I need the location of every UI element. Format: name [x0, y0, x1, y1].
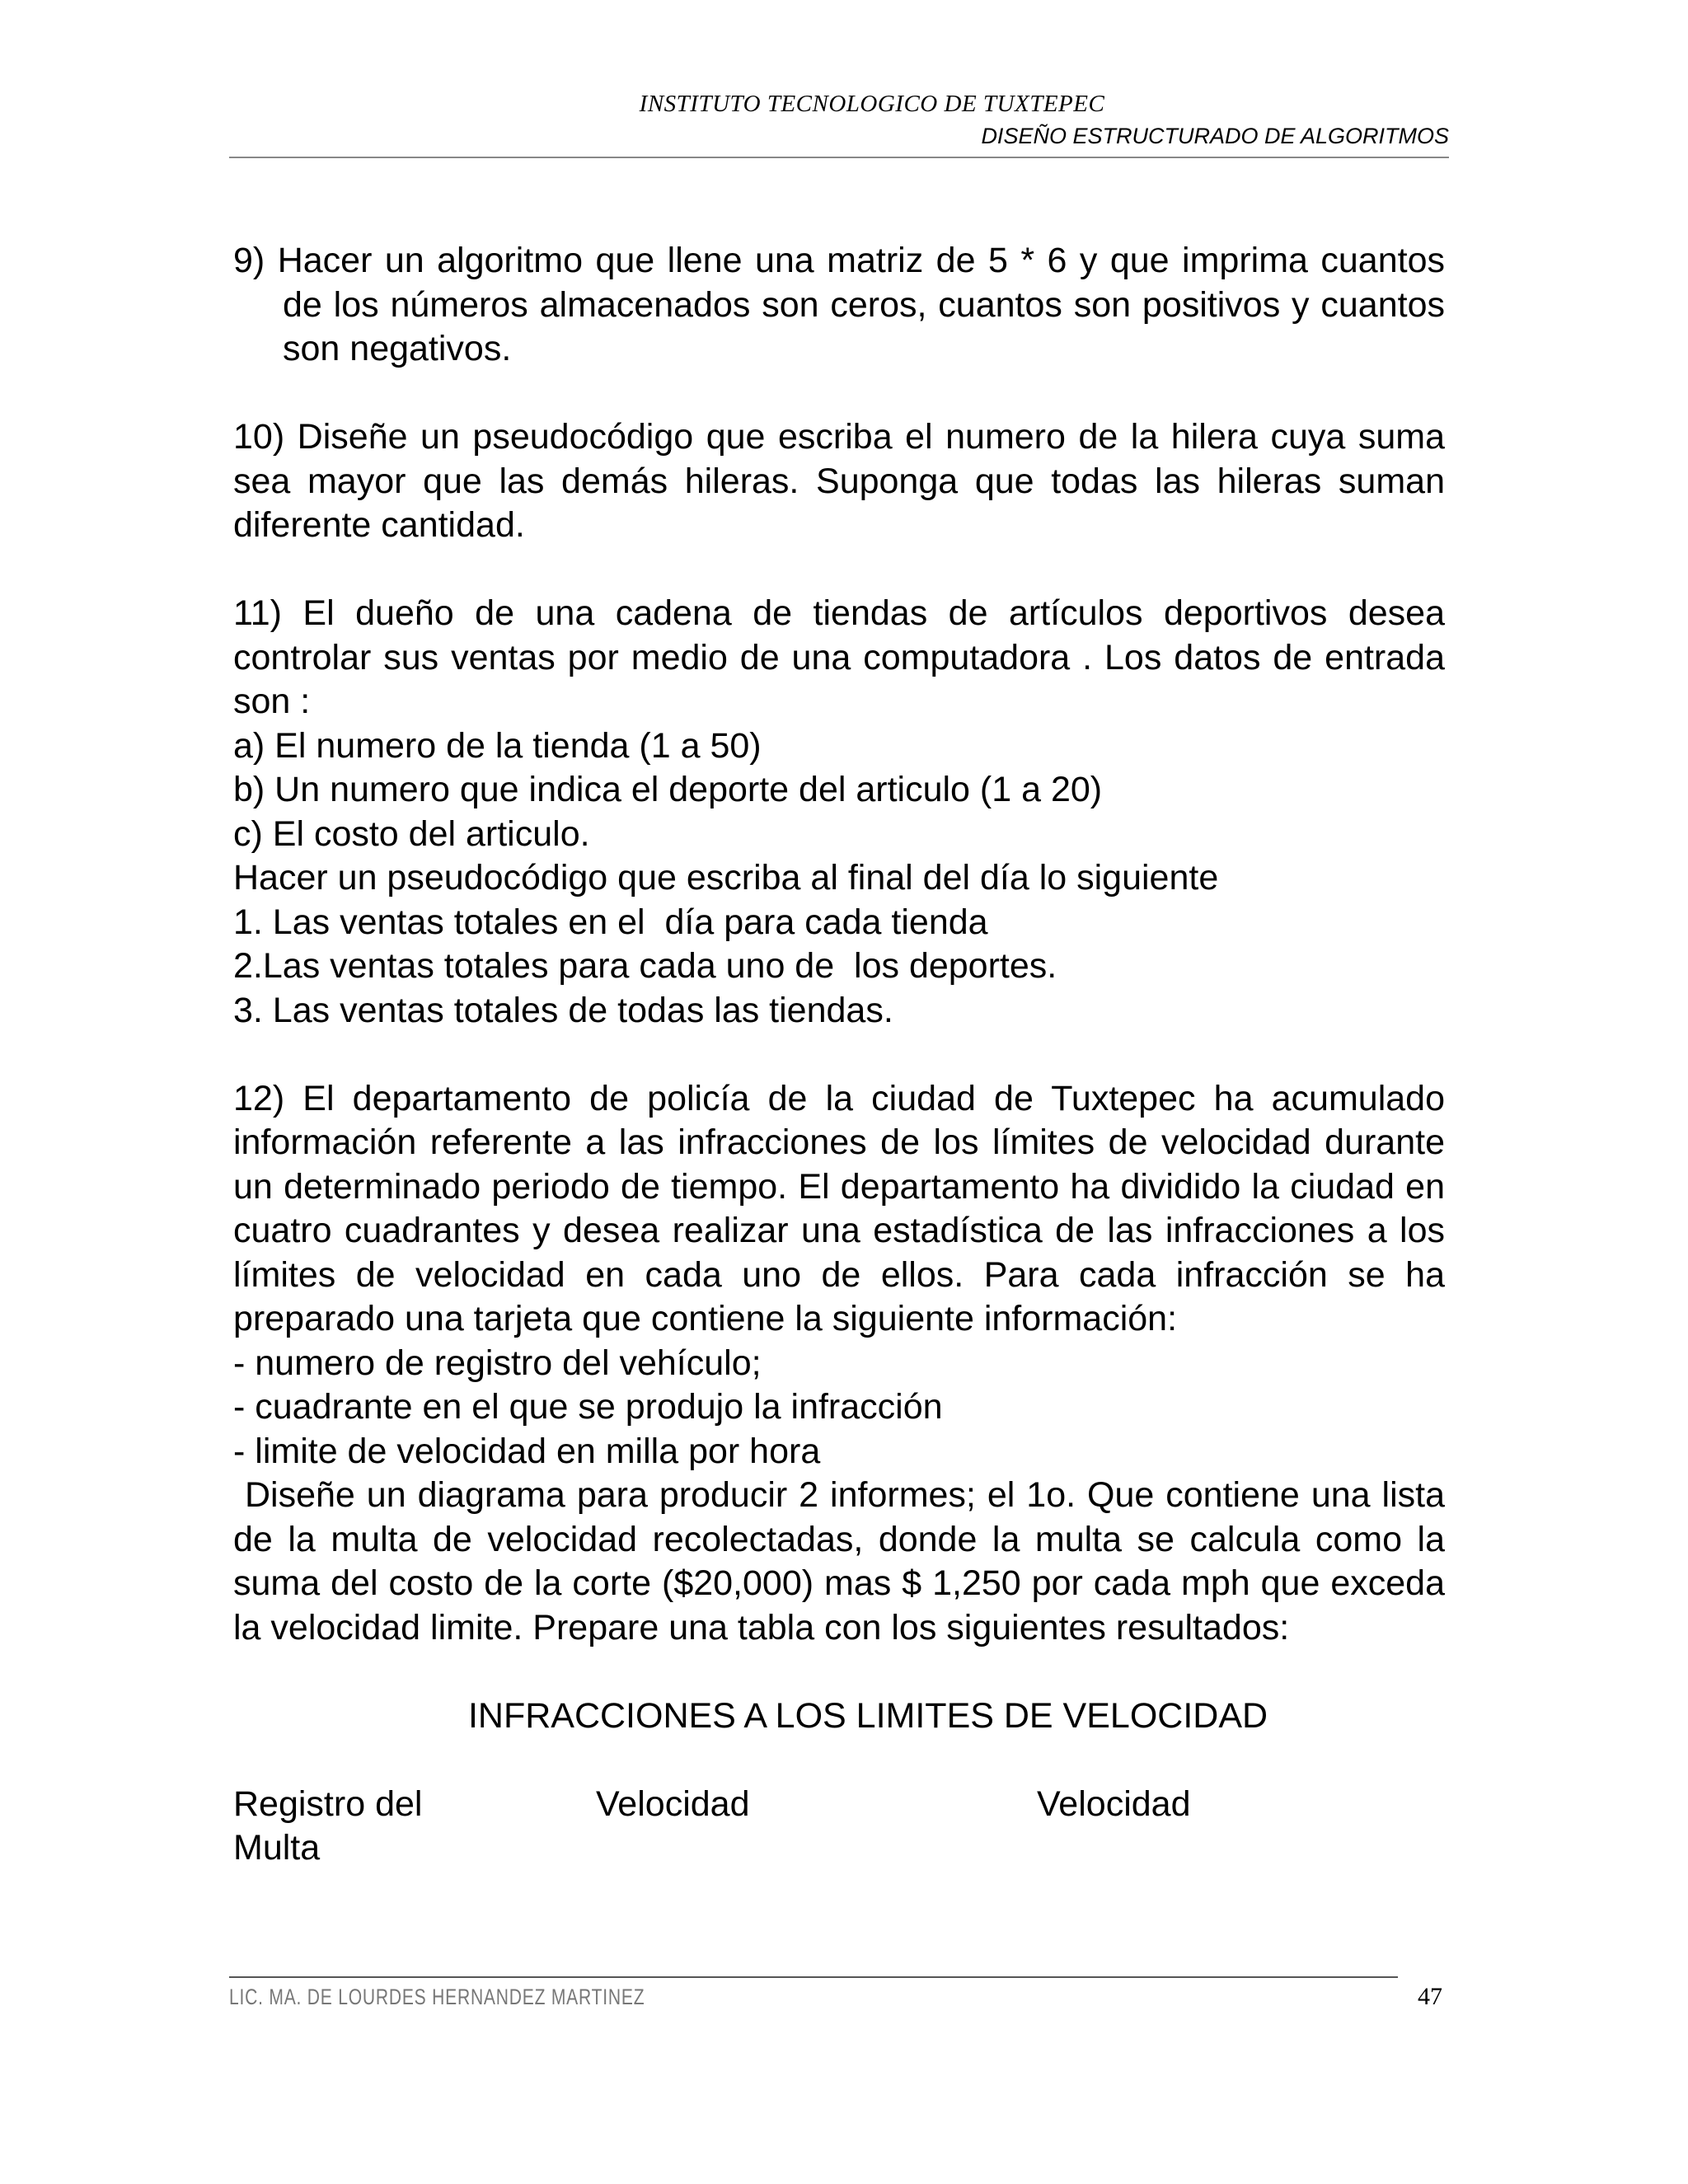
table-header-row: [233, 1783, 1445, 1827]
problem-12-field-3: - limite de velocidad en milla por hora: [233, 1431, 821, 1471]
page-body: [233, 239, 1455, 1871]
problem-11-input-c: c) El costo del articulo.: [233, 813, 590, 854]
table-header-registro: Registro del: [233, 1783, 423, 1824]
problem-12-field-1: - numero de registro del vehículo;: [233, 1343, 762, 1383]
page-number: 47: [1418, 1983, 1442, 2010]
page-footer: [229, 1976, 1449, 2011]
table-header-multa: Multa: [233, 1828, 321, 1868]
footer-divider: [229, 1976, 1398, 1978]
problem-11-input-a: a) El numero de la tienda (1 a 50): [233, 725, 762, 766]
table-header-velocidad-2: Velocidad: [1037, 1783, 1191, 1824]
institution-name: INSTITUTO TECNOLOGICO DE TUXTEPEC: [639, 91, 1105, 117]
header-divider: [229, 157, 1449, 158]
problem-10: 10) Diseñe un pseudocódigo que escriba el numero de la hilera cuya suma sea mayor que las demás hileras. Suponga que todas las hileras suman diferente cantidad.: [233, 417, 1445, 545]
course-title: DISEÑO ESTRUCTURADO DE ALGORITMOS: [981, 124, 1449, 148]
problem-11-output-2: 2.Las ventas totales para cada uno de los deportes.: [233, 946, 1057, 986]
problem-11-input-b: b) Un numero que indica el deporte del articulo (1 a 20): [233, 770, 1103, 809]
problem-11-output-1: 1. Las ventas totales en el día para cada tienda: [233, 902, 988, 942]
table-header-velocidad-1: Velocidad: [596, 1783, 750, 1824]
problem-12-field-2: - cuadrante en el que se produjo la infracción: [233, 1387, 943, 1427]
problem-9: 9) Hacer un algoritmo que llene una matriz de 5 * 6 y que imprima cuantos de los números almacenados son ceros, cuantos son positivos y cuantos son negativos.: [233, 241, 1445, 368]
problem-12-intro: 12) El departamento de policía de la ciudad de Tuxtepec ha acumulado información referente a las infracciones de los límites de velocidad durante un determinado periodo de tiempo. El departamento ha dividido la ciudad en cuatro cuadrantes y desea realizar una estadística de las infracciones a los límites de velocidad en cada uno de ellos. Para cada infracción se ha preparado una tarjeta que contiene la siguiente información:: [233, 1078, 1445, 1338]
problem-11-task: Hacer un pseudocódigo que escriba al final del día lo siguiente: [233, 858, 1219, 898]
problem-12-task: Diseñe un diagrama para producir 2 informes; el 1o. Que contiene una lista de la multa de velocidad recolectadas, donde la multa se calcula como la suma del costo de la corte ($20,000) mas $ 1,250 por cada mph que exceda la velocidad limite. Prepare una tabla con los siguientes resultados:: [233, 1475, 1455, 1647]
table-title: INFRACCIONES A LOS LIMITES DE VELOCIDAD: [467, 1695, 1268, 1736]
page-header: [229, 89, 1449, 158]
author-name: LIC. MA. DE LOURDES HERNANDEZ MARTINEZ: [229, 1985, 645, 2009]
problem-11-intro: 11) El dueño de una cadena de tiendas de artículos deportivos desea controlar sus ventas por medio de una computadora . Los datos de entrada son :: [233, 593, 1445, 721]
problem-11-output-3: 3. Las ventas totales de todas las tiendas.: [233, 990, 893, 1030]
